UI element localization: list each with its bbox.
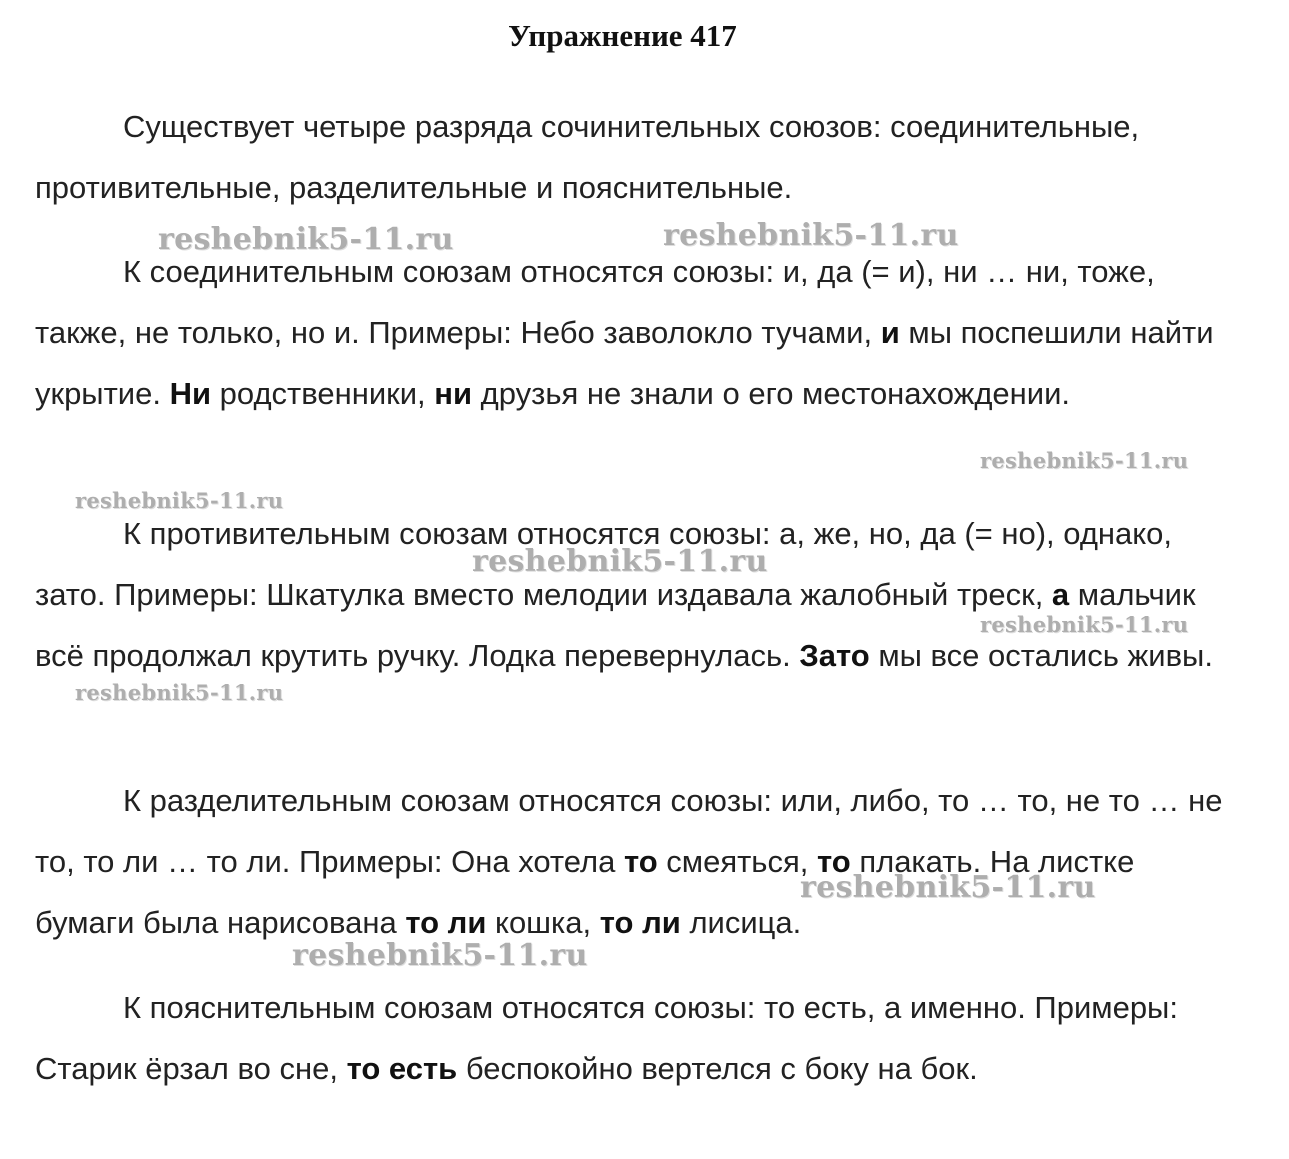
watermark: reshebnik5-11.ru [292, 938, 588, 973]
text-run: кошка, [486, 905, 600, 940]
bold-conjunction: то [623, 844, 658, 879]
text-run: лисица. [680, 905, 802, 940]
text-run: К пояснительным союзам относятся союзы: то есть, а именно. Примеры: Старик ёрзал во сне, [35, 990, 1178, 1086]
paragraph-adversative [35, 503, 1225, 686]
intro-text: Существует четыре разряда сочинительных союзов: соединительные, противительные, разделительные и пояснительные. [35, 109, 1140, 205]
intro-paragraph [35, 96, 1225, 218]
text-run: К противительным союзам относятся союзы: а, же, но, да (= но), однако, зато. Примеры: Шкатулка вместо мелодии издавала жалобный треск, [35, 516, 1173, 612]
text-run: мы поспешили найти укрытие. [35, 315, 1214, 411]
text-run: мальчик всё продолжал крутить ручку. Лодка перевернулась. [35, 577, 1196, 673]
bold-conjunction: а [1051, 577, 1070, 612]
bold-conjunction: то ли [405, 905, 487, 940]
text-run: плакать. На листке бумаги была нарисована [35, 844, 1135, 940]
paragraph-explanatory [35, 977, 1225, 1099]
bold-conjunction: ни [434, 376, 473, 411]
bold-conjunction: Зато [799, 638, 870, 673]
watermark: reshebnik5-11.ru [75, 680, 284, 705]
watermark: reshebnik5-11.ru [663, 218, 959, 253]
watermark: reshebnik5-11.ru [75, 488, 284, 513]
bold-conjunction: то ли [599, 905, 681, 940]
text-run: К соединительным союзам относятся союзы: и, да (= и), ни … ни, тоже, также, не только, но и. Примеры: Небо заволокло тучами, [35, 254, 1155, 350]
paragraph-coordinating [35, 241, 1225, 424]
watermark: reshebnik5-11.ru [980, 448, 1189, 473]
watermark: reshebnik5-11.ru [472, 544, 768, 579]
text-run: друзья не знали о его местонахождении. [472, 376, 1071, 411]
text-run: родственники, [211, 376, 435, 411]
bold-conjunction: и [880, 315, 900, 350]
text-run: смеяться, [657, 844, 817, 879]
bold-conjunction: то есть [346, 1051, 458, 1086]
watermark: reshebnik5-11.ru [800, 870, 1096, 905]
text-run: мы все остались живы. [869, 638, 1213, 673]
watermark: reshebnik5-11.ru [980, 612, 1189, 637]
text-run: К разделительным союзам относятся союзы: или, либо, то … то, не то … не то, то ли … то ли. Примеры: Она хотела [35, 783, 1223, 879]
bold-conjunction: Ни [169, 376, 212, 411]
paragraph-disjunctive [35, 770, 1225, 953]
text-run: беспокойно вертелся с боку на бок. [457, 1051, 978, 1086]
exercise-title: Упражнение 417 [508, 18, 737, 53]
watermark: reshebnik5-11.ru [158, 222, 454, 257]
bold-conjunction: то [816, 844, 851, 879]
